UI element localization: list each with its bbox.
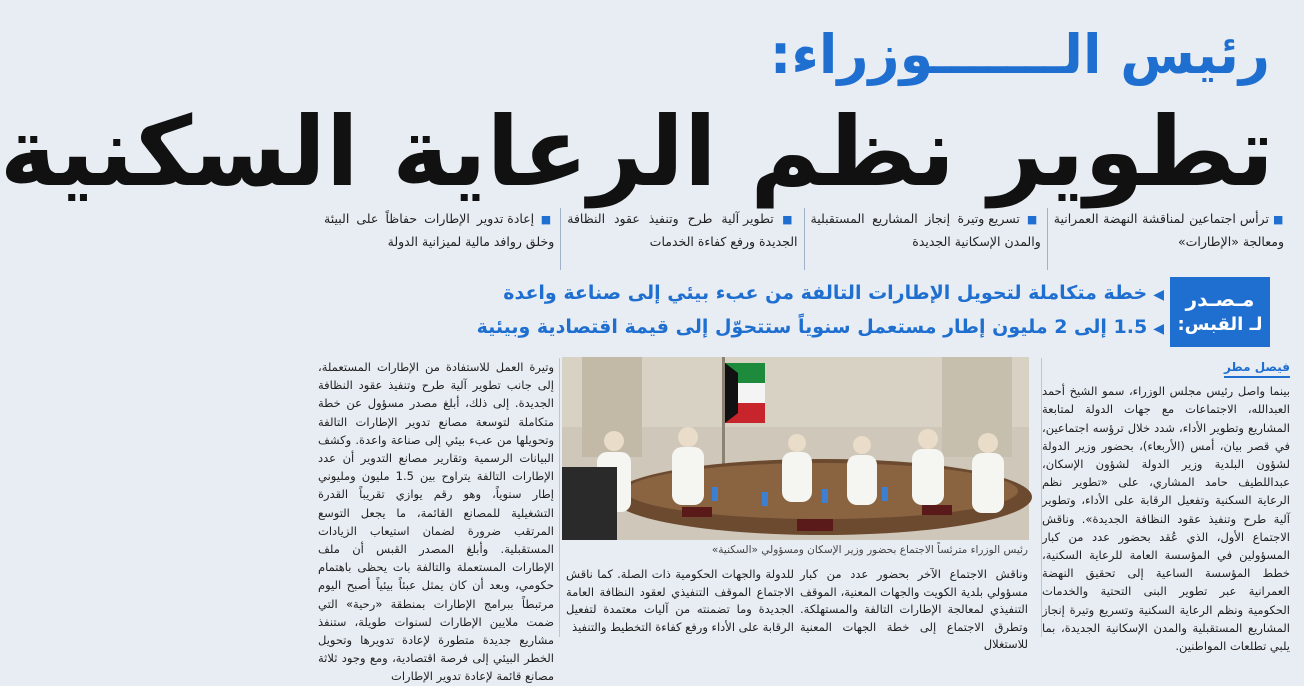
photo-caption: رئيس الوزراء مترئساً الاجتماع بحضور وزير الإسكان ومسؤولي «السكنية» — [711, 544, 1028, 556]
meeting-photo — [562, 357, 1029, 540]
highlight-line — [444, 310, 1164, 344]
headline: تطوير نظم الرعاية السكنية — [0, 96, 1274, 208]
meeting-photo-illustration — [562, 357, 1029, 540]
square-bullet-icon: ■ — [534, 213, 555, 226]
author-byline: فيصل مطر — [1224, 358, 1290, 378]
source-line-1: مـصـدر — [1185, 287, 1255, 311]
source-badge — [1170, 277, 1270, 347]
article-column-mid-left — [566, 566, 794, 637]
bullet-text: ترأس اجتماعين لمناقشة النهضة العمرانية ومعالجة «الإطارات» — [1053, 211, 1284, 249]
square-bullet-icon: ■ — [1268, 213, 1285, 226]
bullet-text: إعادة تدوير الإطارات حفاظاً على البيئة وخلق روافد مالية لميزانية الدولة — [324, 211, 555, 249]
bullet-point — [318, 208, 560, 270]
arrow-left-icon: ◀ — [1153, 287, 1164, 303]
column-divider — [559, 358, 560, 637]
article-column-mid-right — [800, 566, 1028, 651]
bullet-points — [318, 208, 1290, 270]
bullet-text: تسريع وتيرة إنجاز المشاريع المستقبلية والمدن الإسكانية الجديدة — [810, 211, 1041, 249]
source-line-2: لـ القبس: — [1177, 314, 1263, 335]
highlight-text: خطة متكاملة لتحويل الإطارات التالفة من عبء بيئي إلى صناعة واعدة — [503, 282, 1148, 304]
arrow-left-icon: ◀ — [1153, 321, 1164, 337]
highlight-line — [444, 276, 1164, 310]
article-column-left — [318, 358, 554, 684]
highlight-text: 1.5 إلى 2 مليون إطار مستعمل سنوياً ستتحوّل إلى قيمة اقتصادية وبيئية — [476, 316, 1148, 338]
article-text: وناقش الاجتماع الآخر بحضور عدد من كبار مسؤولي بلدية الكويت والجهات المعنية، الموقف التنفيذي لمعالجة الإطارات التالفة والمستهلكة. وتطرق الاجتماع إلى خطة الجهات المعنية للاستغلال — [800, 567, 1028, 651]
bullet-text: تطوير آلية طرح وتنفيذ عقود النظافة الجديدة ورفع كفاءة الخدمات — [567, 211, 798, 249]
highlights — [444, 276, 1164, 348]
kicker: رئيس الـــــــوزراء: — [769, 23, 1270, 86]
bullet-point — [804, 208, 1047, 270]
bullet-point — [1047, 208, 1290, 270]
article-text: وتيرة العمل للاستفادة من الإطارات المستعملة، إلى جانب تطوير آلية طرح وتنفيذ عقود النظافة الجديدة. إلى ذلك، أبلغ مصدر مسؤول عن خطة متكاملة لتوسعة مصانع تدوير الإطارات التالفة وتحويلها من عبء بيئي إلى صناعة واعدة. وكشف البيانات الرسمية وتقارير مصانع التدوير أن عدد الإطارات التالفة يتراوح بين 1.5 مليون ومليوني إطار سنوياً، وهو رقم يوازي تقريباً القدرة التشغيلية للمصانع القائمة، ما يجعل التوسع المرتقب ضرورة لضمان استيعاب الزيادات المستقبلية. وأبلغ المصدر القبس أن ملف الإطارات المستعملة والتالفة بات يحظى باهتمام حكومي، وبعد أن كان يمثل عبئاً بيئياً أصبح اليوم مرتبطاً ببرامج الإطارات بمنطقة «رحية» التي ضمت ملايين الإطارات لسنوات طويلة، ستنفذ مشاريع جديدة متطورة لإعادة تدويرها وتحويل الخطر البيئي إلى فرصة اقتصادية، ومع وجود ثلاثة مصانع قائمة لإعادة تدوير الإطارات — [318, 360, 554, 684]
bullet-point — [560, 208, 803, 270]
article-text: بينما واصل رئيس مجلس الوزراء، سمو الشيخ أحمد العبدالله، الاجتماعات مع جهات الدولة لمتابعة المشاريع وتطوير الأداء، شدد خلال ترؤسه اجتماعين، في قصر بيان، أمس (الأربعاء)، بحضور وزير الدولة لشؤون البلدية وزير الدولة لشؤون الإسكان، عبداللطيف حامد المشاري، على «تطوير نظم الرعاية السكنية وتفعيل الرقابة على الأداء، وتطوير آلية طرح وتنفيذ عقود النظافة الجديدة». وناقش الاجتماع الأول، الذي عُقد بحضور عدد من كبار المسؤولين في المؤسسة العامة للرعاية السكنية، خطط المؤسسة الساعية إلى تحقيق النهضة العمرانية عبر تطوير البنى التحتية والخدمات الحكومية ونظم الرعاية السكنية وتسريع وتيرة إنجاز المشاريع المستقبلية والمدن الإسكانية الجديدة، بما يلبي تطلعات المواطنين. — [1042, 384, 1290, 654]
article-text: للدولة والجهات الحكومية ذات الصلة. كما ناقش الاجتماع الموقف التنفيذي لعقود النظافة العامة الجديدة وما تضمنته من آليات معتمدة لتفعيل الرقابة على الأداء ورفع كفاءة التخطيط والتنفيذ — [566, 567, 794, 634]
column-divider — [1041, 358, 1042, 637]
square-bullet-icon: ■ — [1019, 213, 1041, 226]
square-bullet-icon: ■ — [773, 213, 798, 226]
article-column-right — [1042, 358, 1290, 654]
